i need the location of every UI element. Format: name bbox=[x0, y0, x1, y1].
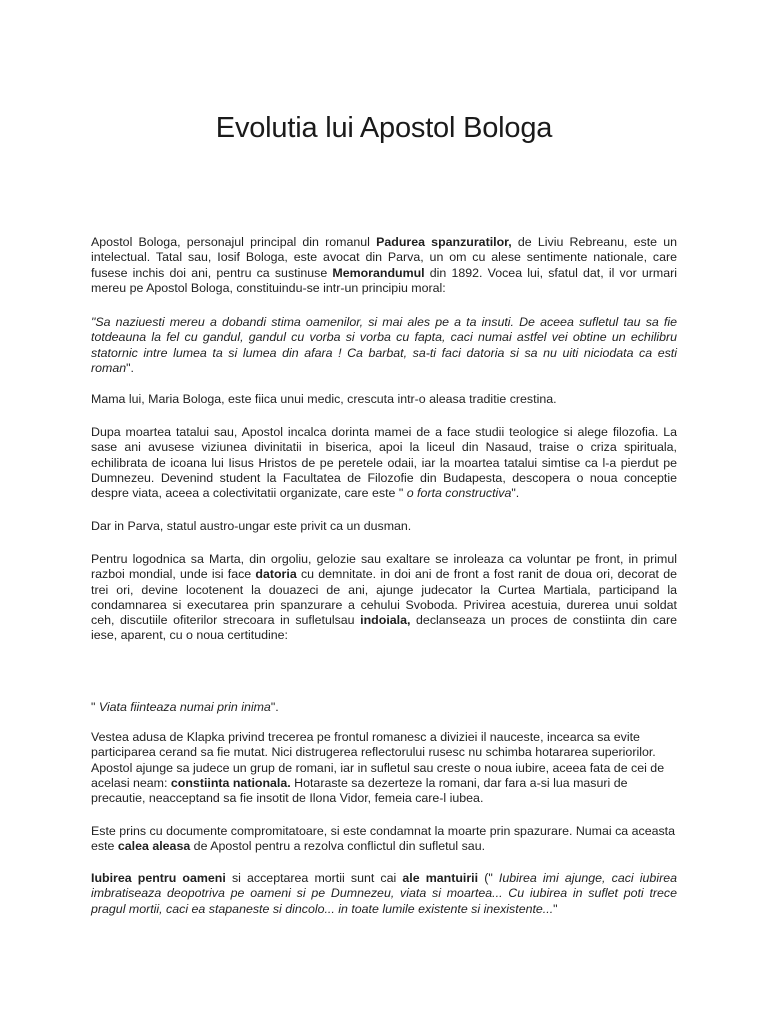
bold-national-conscience: constiinta nationala. bbox=[170, 775, 291, 790]
text-run: " bbox=[91, 700, 99, 714]
paragraph-caught bbox=[91, 824, 677, 855]
text-run: ". bbox=[126, 360, 134, 375]
bold-salvation: ale mantuirii bbox=[402, 871, 479, 885]
bold-datoria: datoria bbox=[255, 567, 297, 582]
paragraph-father-death bbox=[91, 425, 677, 501]
text-run: din 1892. Vocea lui, sfatul dat, il vor urmari mereu pe Apostol Bologa, constituindu-se intr-un principiu moral: bbox=[91, 265, 677, 295]
paragraph-heart-quote bbox=[91, 700, 677, 715]
bold-memorandum: Memorandumul bbox=[332, 265, 425, 280]
bold-love-people: Iubirea pentru oameni bbox=[91, 871, 226, 885]
text-run: ". bbox=[270, 700, 279, 714]
paragraph-klapka bbox=[91, 730, 677, 806]
text-run: declanseaza un proces de constiinta din care iese, aparent, cu o noua certitudine: bbox=[91, 613, 677, 643]
italic-quote: Viata fiinteaza numai prin inima bbox=[98, 700, 271, 714]
paragraph-love bbox=[91, 871, 677, 917]
text-run: Vestea adusa de Klapka privind trecerea pe frontul romanesc a diviziei il nauceste, incearca sa evite participarea cerand sa fie mutat. Nici distrugerea reflectorului rusesc nu schimba hotararea superiorilor. Apostol ajunge sa judece un grup de romani, iar in sufletul sau creste o noua iubire, aceea fata de cei de acelasi neam: bbox=[91, 730, 665, 790]
bold-indoiala: indoiala, bbox=[360, 613, 411, 628]
text-run: Pentru logodnica sa Marta, din orgoliu, gelozie sau exaltare se inroleaza ca voluntar pe front, in primul razboi mondial, unde isi face bbox=[91, 552, 677, 582]
text-run: " bbox=[553, 901, 558, 916]
text-run: Este prins cu documente compromitatoare, si este condamnat la moarte prin spazurare. Numai ca aceasta este bbox=[91, 824, 676, 854]
text-run: cu demnitate. in doi ani de front a fost ranit de doua ori, decorat de trei ori, devine locotenent la douazeci de ani, ajunge judecator la Curtea Martiala, participand la condamnarea si executarea prin spanzurare a cehului Svoboda. Privirea acestuia, durerea unui soldat ceh, discutiile ofiterilor strecoara in sufletulsau bbox=[91, 567, 677, 628]
text-run: ". bbox=[511, 486, 520, 501]
text-run: de Apostol pentru a rezolva conflictul din sufletul sau. bbox=[190, 839, 486, 854]
paragraph-intro bbox=[91, 235, 677, 296]
text-run: Dupa moartea tatalui sau, Apostol incalca dorinta mamei de a face studii teologice si alege filozofia. La sase ani avusese viziunea divinitatii in biserica, apoi la liceul din Nasaud, traise o criza spirituala, echilibrata de icoana lui Iisus Hristos de pe peretele odaii, iar la moartea tatalui simtise ca l-a pierdut pe Dumnezeu. Devenind student la Facultatea de Filozofie din Budapesta, descopera o noua conceptie despre viata, aceea a colectivitatii organizate, care este " bbox=[91, 425, 677, 501]
paragraph-front bbox=[91, 552, 677, 644]
italic-quote: "Sa naziuesti mereu a dobandi stima oamenilor, si mai ales pe a ta insuti. De aceea sufletul tau sa fie totdeauna la fel cu gandul, gandul cu vorba si vorba cu fapta, caci numai astfel vei obtine un echilibru statornic intre lumea ta si lumea din afara ! Ca barbat, sa-ti faci datoria si sa nu uiti niciodata ca esti roman bbox=[91, 315, 677, 375]
bold-novel-title: Padurea spanzuratilor, bbox=[376, 235, 512, 249]
text-run: Hotaraste sa dezerteze la romani, dar fara a-si lua masuri de precautie, neacceptand sa fie insotit de Ilona Vidor, femeia care-l iubea. bbox=[91, 775, 628, 806]
bold-chosen-path: calea aleasa bbox=[117, 839, 191, 854]
paragraph-parva: Dar in Parva, statul austro-ungar este privit ca un dusman. bbox=[91, 519, 412, 533]
text-run: (" bbox=[478, 871, 499, 885]
paragraph-father-quote bbox=[91, 315, 677, 376]
italic-quote: Iubirea imi ajunge, caci iubirea imbratiseaza deopotriva pe oameni si pe Dumnezeu, viata si moartea... Cu iubirea in suflet poti trece pragul mortii, caci ea stapaneste si dincolo... in toate lumile existente si inexistente... bbox=[91, 871, 677, 916]
text-run: Apostol Bologa, personajul principal din romanul bbox=[91, 235, 377, 249]
text-run: si acceptarea mortii sunt cai bbox=[225, 871, 403, 885]
paragraph-mother: Mama lui, Maria Bologa, este fiica unui medic, crescuta intr-o aleasa traditie crestina. bbox=[91, 392, 557, 406]
text-run: de Liviu Rebreanu, este un intelectual. Tatal sau, Iosif Bologa, este avocat din Parva, un om cu alese sentimente nationale, care fusese inchis doi ani, pentru ca sustinuse bbox=[91, 235, 677, 280]
document-title: Evolutia lui Apostol Bologa bbox=[215, 112, 553, 144]
italic-phrase: o forta constructiva bbox=[406, 486, 512, 501]
